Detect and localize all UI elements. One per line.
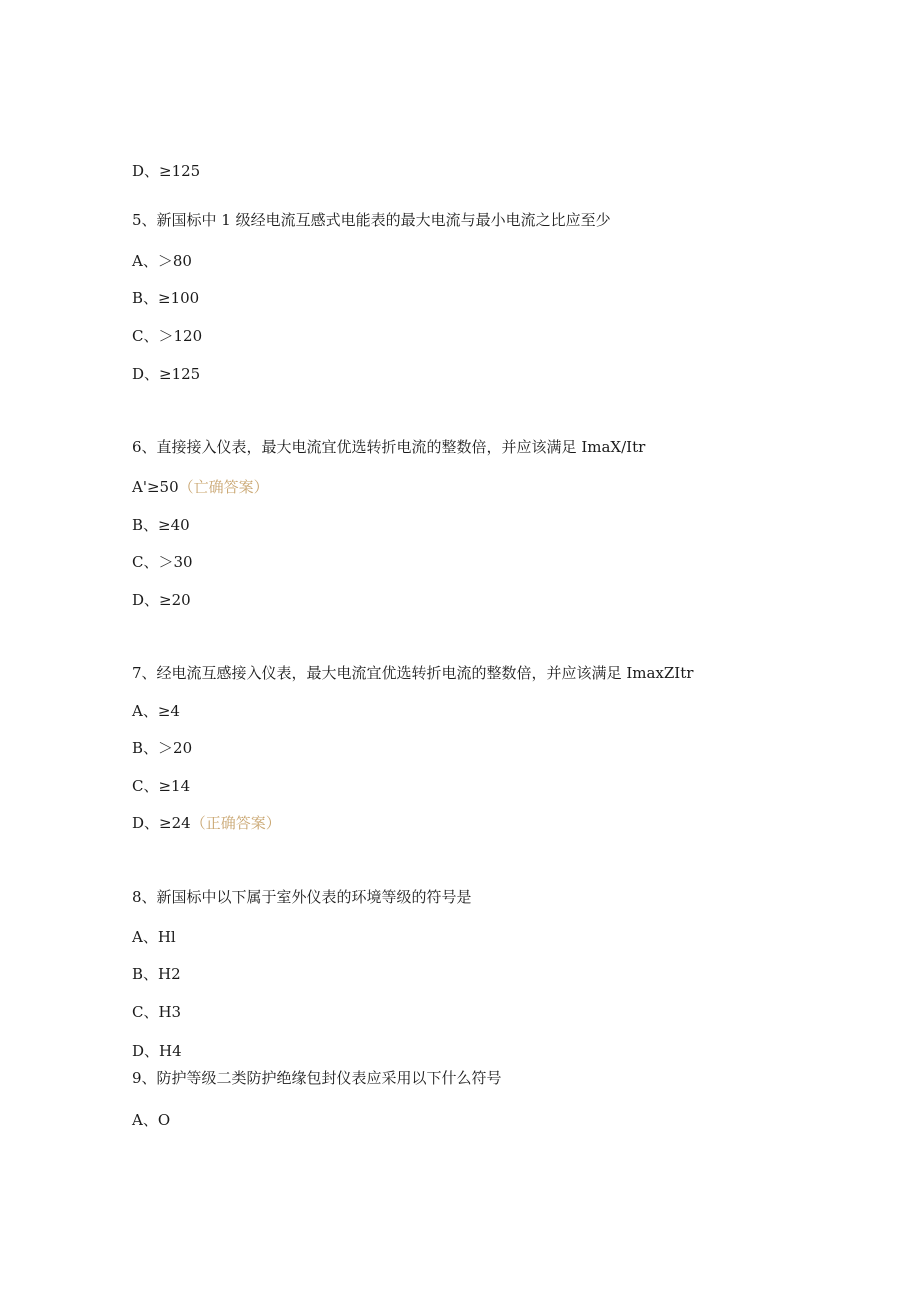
option-b-q6: B、≥40: [132, 516, 190, 534]
option-b-q8: B、H2: [132, 965, 181, 983]
question-8: 8、新国标中以下属于室外仪表的环境等级的符号是: [132, 888, 472, 906]
question-5: 5、新国标中 1 级经电流互感式电能表的最大电流与最小电流之比应至少: [132, 211, 611, 229]
question-6: 6、直接接入仪表，最大电流宜优选转折电流的整数倍，并应该满足 ImaX/Itr: [132, 438, 646, 456]
option-b-q7: B、＞20: [132, 739, 193, 757]
option-b-q5: B、≥100: [132, 289, 200, 307]
option-a-q5: A、＞80: [132, 252, 192, 270]
option-d-q7: D、≥24（正确答案）: [132, 814, 281, 832]
option-c-q5: C、＞120: [132, 327, 203, 345]
option-a-q8: A、Hl: [132, 928, 176, 946]
option-c-q8: C、H3: [132, 1003, 182, 1021]
option-c-q6: C、＞30: [132, 553, 193, 571]
option-d-q4: D、≥125: [132, 162, 201, 180]
correct-answer-marker: （亡确答案）: [178, 478, 269, 496]
option-d-q5: D、≥125: [132, 365, 201, 383]
option-a-q6: A'≥50（亡确答案）: [132, 478, 269, 496]
option-d-q8: D、H4: [132, 1042, 182, 1060]
option-a-q9: A、O: [132, 1111, 171, 1129]
question-7: 7、经电流互感接入仪表，最大电流宜优选转折电流的整数倍，并应该满足 ImaxZItr: [132, 664, 694, 682]
question-9: 9、防护等级二类防护绝缘包封仪表应采用以下什么符号: [132, 1069, 502, 1087]
option-a-q7: A、≥4: [132, 702, 180, 720]
correct-answer-marker: （正确答案）: [190, 814, 281, 832]
option-c-q7: C、≥14: [132, 777, 191, 795]
option-d-q6: D、≥20: [132, 591, 191, 609]
